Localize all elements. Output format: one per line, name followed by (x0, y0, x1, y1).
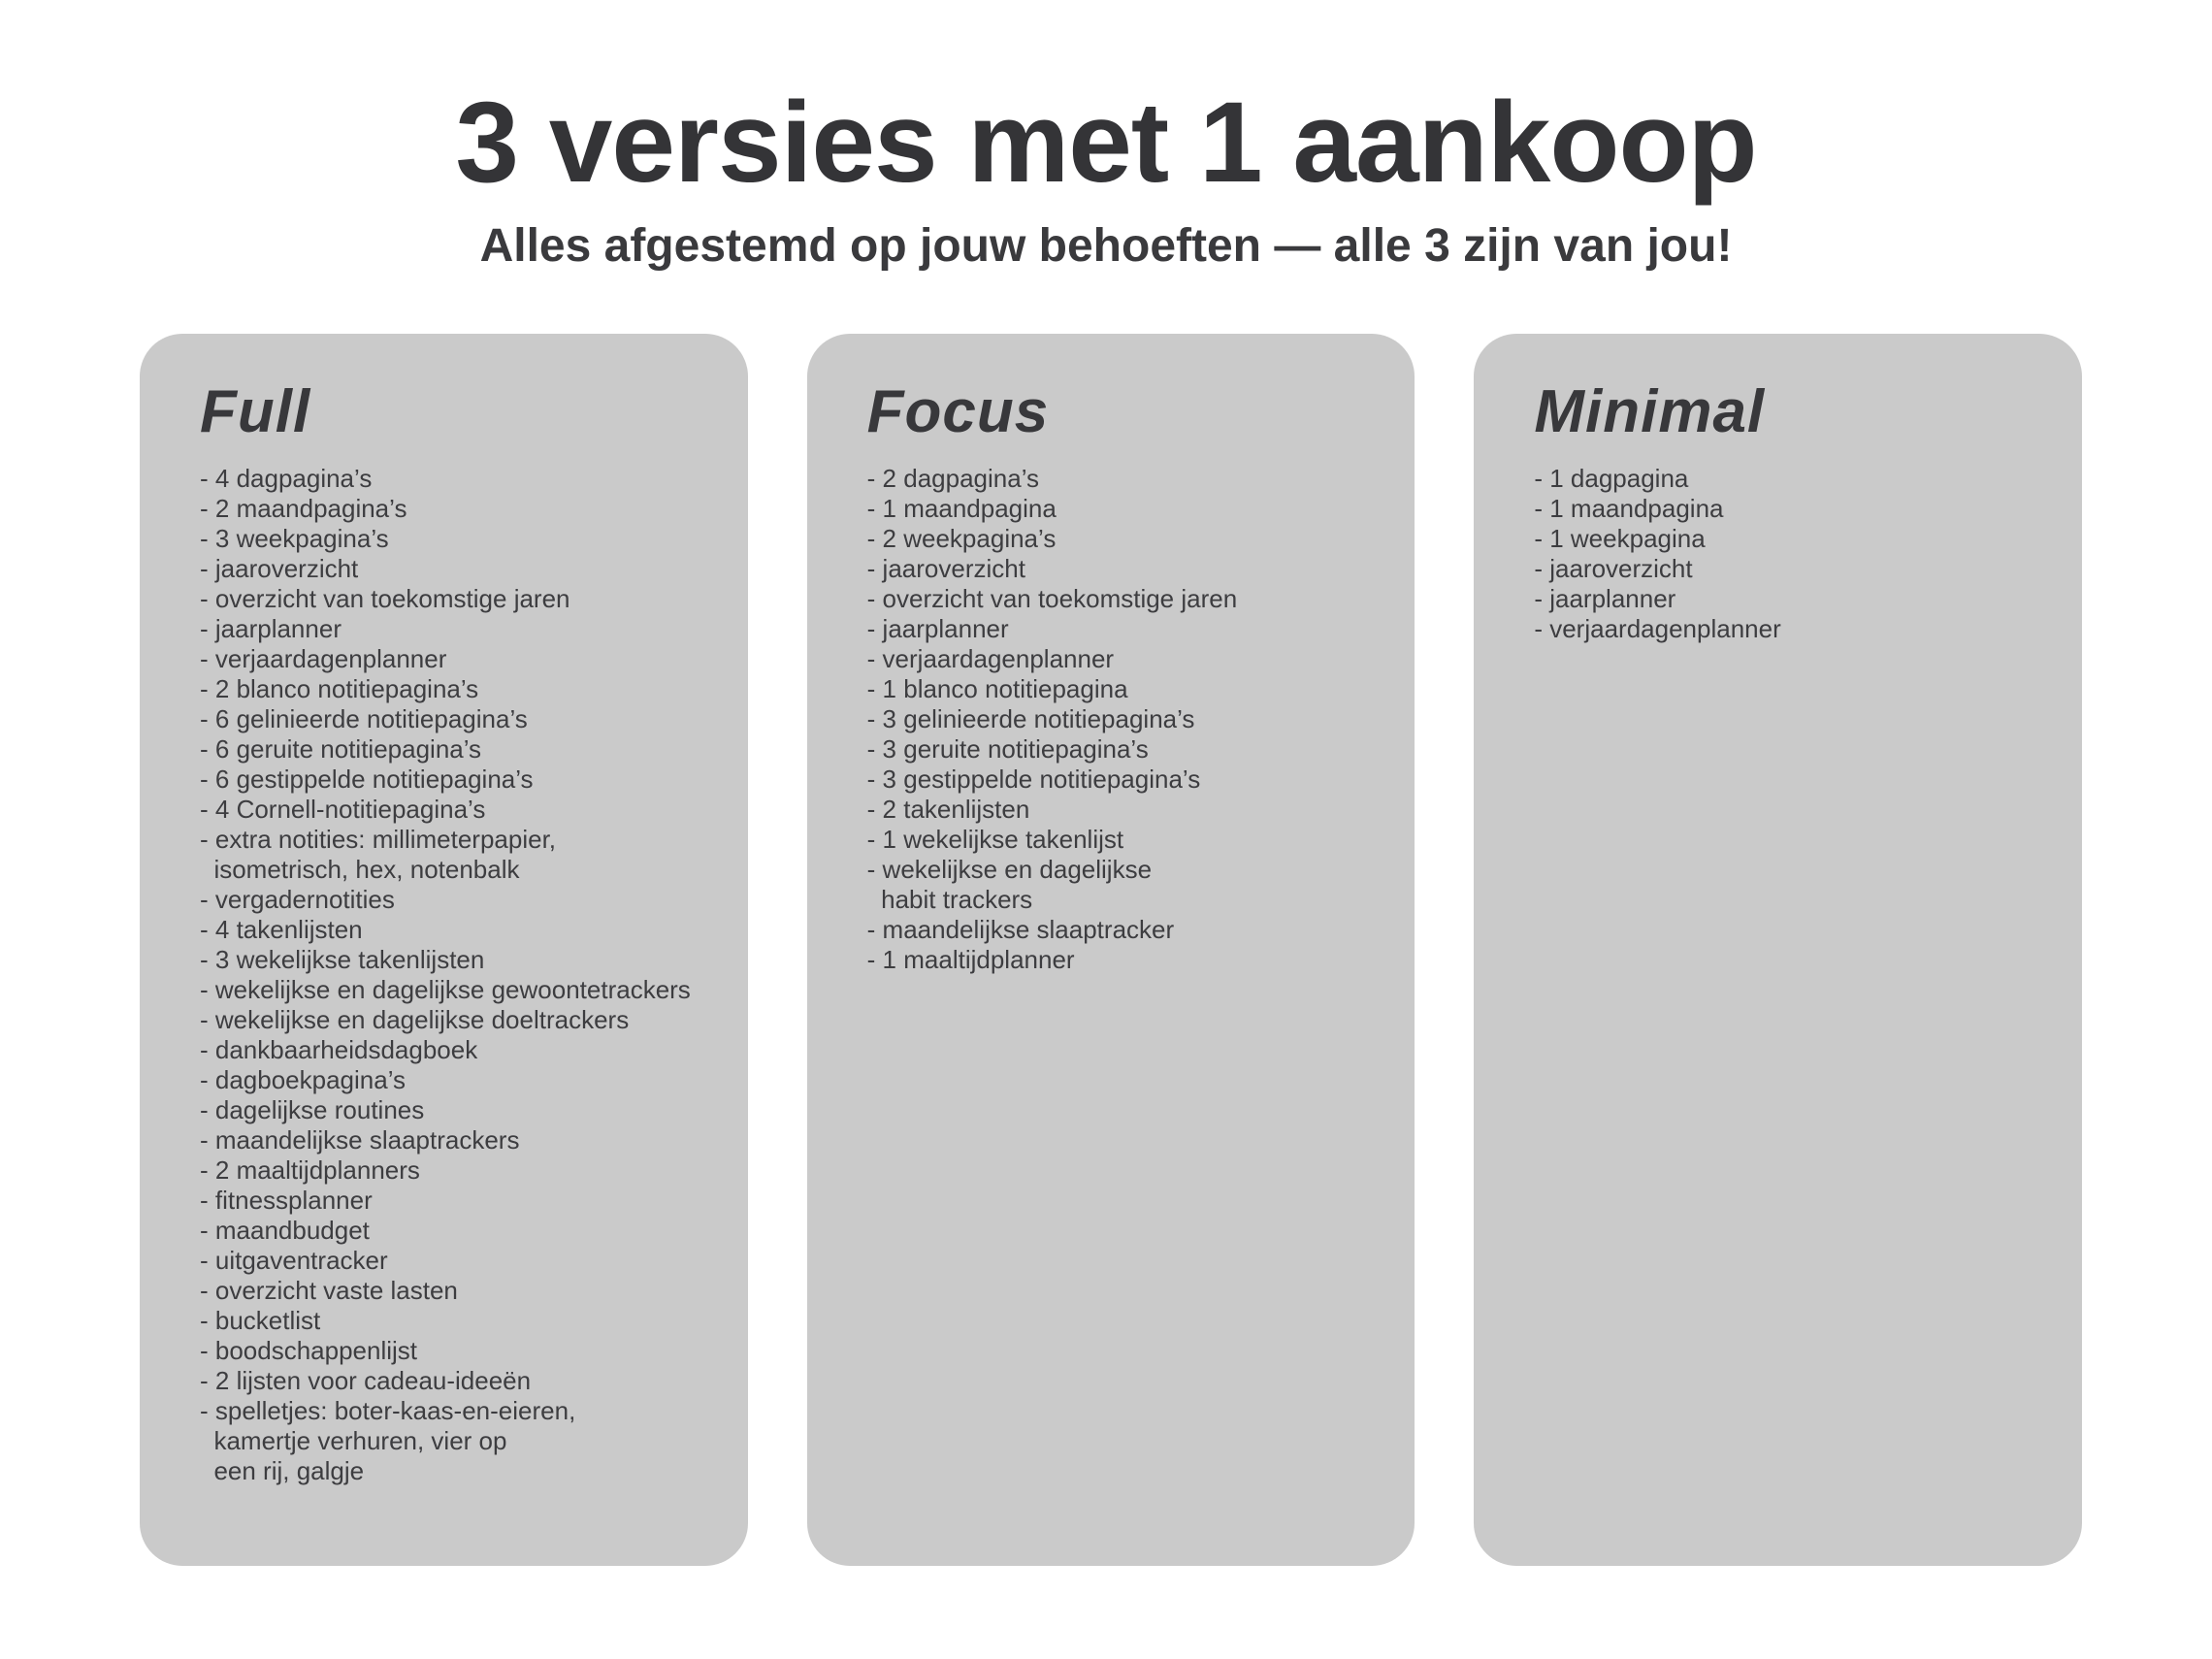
card-focus (807, 334, 1415, 1566)
feature-list-line: - maandelijkse slaaptrackers (200, 1125, 520, 1155)
card-full-feature-list (200, 464, 713, 1486)
feature-list-line: - 6 gelinieerde notitiepagina’s (200, 704, 528, 733)
feature-list-line: - 4 dagpagina’s (200, 464, 373, 493)
feature-list-line: - 1 maandpagina (1534, 494, 1724, 523)
feature-list-line: - wekelijkse en dagelijkse (866, 855, 1153, 884)
feature-list-line: - jaaroverzicht (866, 554, 1025, 583)
feature-list-line: - fitnessplanner (200, 1186, 373, 1215)
version-cards-row (140, 334, 2082, 1566)
feature-list-line: - jaarplanner (200, 614, 342, 643)
feature-list-line: - 3 weekpagina’s (200, 524, 389, 553)
page-title: 3 versies met 1 aankoop (455, 79, 1757, 207)
feature-list-line: - 3 gestippelde notitiepagina’s (866, 764, 1201, 794)
feature-list-line: - 6 geruite notitiepagina’s (200, 734, 482, 764)
feature-list-line: - verjaardagenplanner (1534, 614, 1781, 643)
feature-list-line: - dagelijkse routines (200, 1095, 425, 1124)
feature-list-line: - 3 wekelijkse takenlijsten (200, 945, 485, 974)
feature-list-line: - uitgaventracker (200, 1246, 388, 1275)
feature-list-line: habit trackers (866, 885, 1033, 914)
feature-list-line: - wekelijkse en dagelijkse gewoontetrackers (200, 975, 691, 1004)
feature-list-line: - bucketlist (200, 1306, 321, 1335)
feature-list-line: - jaaroverzicht (1534, 554, 1693, 583)
feature-list-line: een rij, galgje (200, 1456, 365, 1485)
feature-list-line: - 3 gelinieerde notitiepagina’s (866, 704, 1195, 733)
feature-list-line: - 2 maandpagina’s (200, 494, 407, 523)
feature-list-line: - 4 takenlijsten (200, 915, 363, 944)
feature-list-line: - spelletjes: boter-kaas-en-eieren, (200, 1396, 576, 1425)
feature-list-line: - overzicht van toekomstige jaren (866, 584, 1238, 613)
feature-list-line: - 1 blanco notitiepagina (866, 674, 1128, 703)
feature-list-line: - dankbaarheidsdagboek (200, 1035, 478, 1064)
feature-list-line: - 2 lijsten voor cadeau-ideeën (200, 1366, 532, 1395)
feature-list-line: - wekelijkse en dagelijkse doeltrackers (200, 1005, 630, 1034)
feature-list-line: - maandbudget (200, 1216, 370, 1245)
feature-list-line: - 1 maandpagina (866, 494, 1057, 523)
feature-list-line: - verjaardagenplanner (866, 644, 1115, 673)
card-full-title: Full (200, 378, 311, 445)
feature-list-line: - jaaroverzicht (200, 554, 359, 583)
feature-list-line: - 6 gestippelde notitiepagina’s (200, 764, 534, 794)
feature-list-line: - 1 dagpagina (1534, 464, 1689, 493)
card-minimal-feature-list (1534, 464, 2047, 644)
feature-list-line: - 2 weekpagina’s (866, 524, 1057, 553)
card-focus-feature-list (867, 464, 1381, 975)
feature-list-line: - maandelijkse slaaptracker (866, 915, 1175, 944)
feature-list-line: - overzicht van toekomstige jaren (200, 584, 570, 613)
feature-list-line: - 2 takenlijsten (866, 795, 1030, 824)
feature-list-line: - jaarplanner (1534, 584, 1676, 613)
feature-list-line: - dagboekpagina’s (200, 1065, 407, 1094)
feature-list-line: - 3 geruite notitiepagina’s (866, 734, 1149, 764)
feature-list-line: kamertje verhuren, vier op (200, 1426, 507, 1455)
feature-list-line: - jaarplanner (866, 614, 1009, 643)
feature-list-line: - verjaardagenplanner (200, 644, 447, 673)
feature-list-line: - 2 dagpagina’s (866, 464, 1039, 493)
feature-list-line: - boodschappenlijst (200, 1336, 418, 1365)
feature-list-line: - extra notities: millimeterpapier, (200, 825, 557, 854)
feature-list-line: - 1 wekelijkse takenlijst (866, 825, 1124, 854)
card-full (140, 334, 748, 1566)
page-subtitle: Alles afgestemd op jouw behoeften — alle 3 zijn van jou! (479, 220, 1733, 272)
feature-list-line: - 2 maaltijdplanners (200, 1155, 420, 1185)
feature-list-line: - vergadernotities (200, 885, 395, 914)
feature-list-line: - overzicht vaste lasten (200, 1276, 458, 1305)
card-focus-title: Focus (866, 378, 1050, 445)
card-minimal-title: Minimal (1534, 378, 1766, 445)
feature-list-line: - 4 Cornell-notitiepagina’s (200, 795, 486, 824)
feature-list-line: - 1 weekpagina (1534, 524, 1706, 553)
feature-list-line: - 1 maaltijdplanner (866, 945, 1075, 974)
card-minimal (1474, 334, 2082, 1566)
feature-list-line: - 2 blanco notitiepagina’s (200, 674, 479, 703)
feature-list-line: isometrisch, hex, notenbalk (200, 855, 520, 884)
